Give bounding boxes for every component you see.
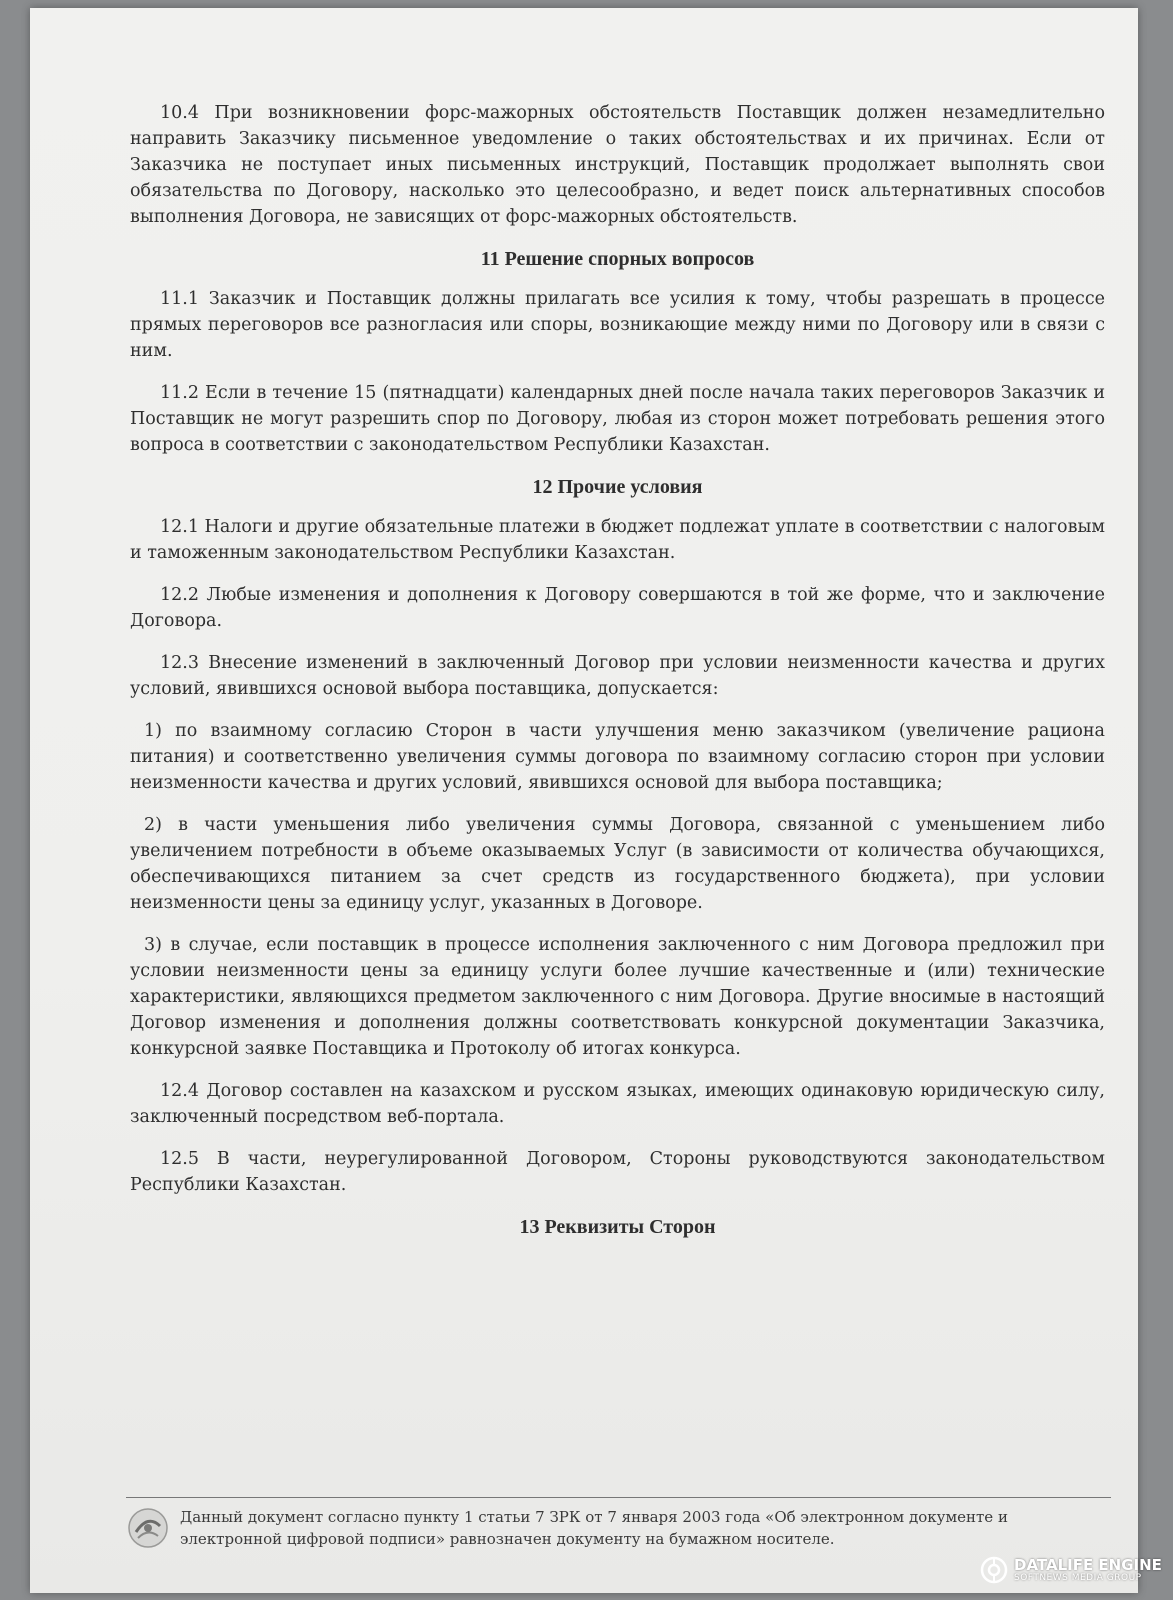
paragraph-12-2: 12.2 Любые изменения и дополнения к Договору совершаются в той же форме, что и заключение Договора. — [130, 585, 1105, 631]
paragraph-11-1: 11.1 Заказчик и Поставщик должны прилагать все усилия к тому, чтобы разрешать в процессе прямых переговоров все разногласия или споры, возникающие между ними по Договору или в связи с ним. — [130, 289, 1105, 361]
paragraph-12-3: 12.3 Внесение изменений в заключенный Договор при условии неизменности качества и других условий, явившихся основой выбора поставщика, допускается: — [130, 653, 1105, 699]
document-body — [130, 100, 1105, 1254]
footer-note — [126, 1497, 1111, 1550]
watermark — [980, 1556, 1162, 1584]
section-12-heading: 12 Прочие условия — [532, 476, 703, 498]
paragraph-11-2: 11.2 Если в течение 15 (пятнадцати) календарных дней после начала таких переговоров Заказчик и Поставщик не могут разрешить спор по Договору, любая из сторон может потребовать решения этого вопроса в соответствии с законодательством Республики Казахстан. — [130, 383, 1105, 455]
footer-text: Данный документ согласно пункту 1 статьи 7 ЗРК от 7 января 2003 года «Об электронном документе и электронной цифровой подписи» равнозначен документу на бумажном носителе. — [180, 1508, 1008, 1548]
paragraph-12-5: 12.5 В части, неурегулированной Договором, Стороны руководствуются законодательством Республики Казахстан. — [130, 1149, 1105, 1195]
watermark-title: DATALIFE ENGINE — [1014, 1555, 1162, 1574]
paragraph-10-4: 10.4 При возникновении форс-мажорных обстоятельств Поставщик должен незамедлительно направить Заказчику письменное уведомление о таких обстоятельствах и их причинах. Если от Заказчика не поступает иных письменных инструкций, Поставщик продолжает выполнять свои обязательства по Договору, насколько это целесообразно, и ведет поиск альтернативных способов выполнения Договора, не зависящих от форс-мажорных обстоятельств. — [130, 103, 1105, 227]
paragraph-12-3-item-3: 3) в случае, если поставщик в процессе исполнения заключенного с ним Договора предложил при условии неизменности цены за единицу услуги более лучшие качественные и (или) технические характеристики, являющихся предметом заключенного с ним Договора. Другие вносимые в настоящий Договор изменения и дополнения должны соответствовать конкурсной документации Заказчика, конкурсной заявке Поставщика и Протоколу об итогах конкурса. — [130, 935, 1105, 1059]
section-13-heading: 13 Реквизиты Сторон — [519, 1216, 716, 1238]
document-page — [30, 8, 1138, 1593]
paragraph-12-4: 12.4 Договор составлен на казахском и русском языках, имеющих одинаковую юридическую силу, заключенный посредством веб-портала. — [130, 1081, 1105, 1127]
paragraph-12-1: 12.1 Налоги и другие обязательные платежи в бюджет подлежат уплате в соответствии с налоговым и таможенным законодательством Республики Казахстан. — [130, 517, 1105, 563]
paragraph-12-3-item-1: 1) по взаимному согласию Сторон в части улучшения меню заказчиком (увеличение рациона питания) и соответственно увеличения суммы договора по взаимному согласию сторон при условии неизменности качества и других условий, явившихся основой для выбора поставщика; — [130, 721, 1105, 793]
egov-seal-icon — [126, 1506, 170, 1550]
watermark-subtitle: SOFTNEWS MEDIA GROUP — [1014, 1572, 1142, 1583]
datalife-logo-icon — [980, 1556, 1008, 1584]
section-11-heading: 11 Решение спорных вопросов — [480, 248, 755, 270]
paragraph-12-3-item-2: 2) в части уменьшения либо увеличения суммы Договора, связанной с уменьшением либо увеличением потребности в объеме оказываемых Услуг (в зависимости от количества обучающихся, обеспечивающихся питанием за счет средств из государственного бюджета), при условии неизменности цены за единицу услуг, указанных в Договоре. — [130, 815, 1105, 913]
